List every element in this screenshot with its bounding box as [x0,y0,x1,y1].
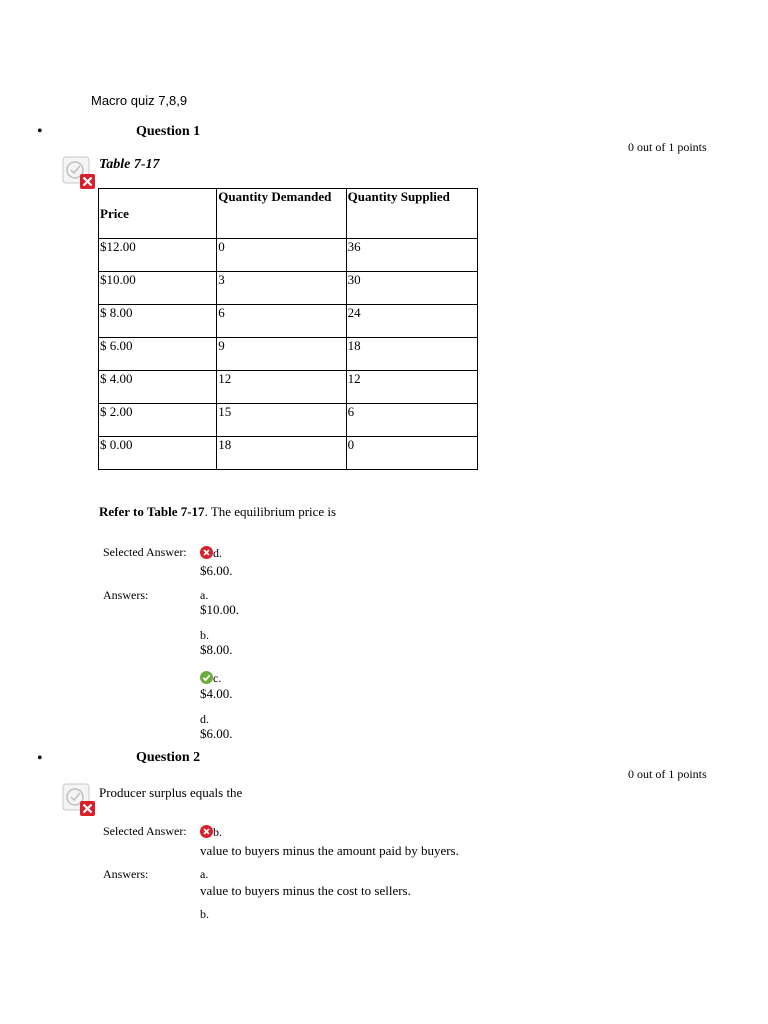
header-price: Price [99,189,217,239]
prompt-text: . The equilibrium price is [204,504,337,519]
correct-answer [200,669,221,687]
selected-answer-label: Selected Answer: [103,545,187,559]
table-row [99,404,478,437]
table-caption: Table 7-17 [99,157,160,172]
incorrect-x-icon [200,546,213,559]
table-cell: $10.00 [99,272,217,305]
table-cell: $12.00 [99,239,217,272]
incorrect-x-icon [200,825,213,838]
table-cell: $ 2.00 [99,404,217,437]
table-row [99,305,478,338]
table-row [99,437,478,470]
bullet: • [37,750,43,767]
answer-letter: d. [200,712,209,726]
correct-check-icon [200,671,213,684]
answer-letter: c. [213,671,222,685]
table-header-row [99,189,478,239]
table-row [99,272,478,305]
table-cell: $ 4.00 [99,371,217,404]
selected-answer [200,823,222,841]
table-cell: 0 [346,437,477,470]
answer-text: $8.00. [200,642,233,657]
table-row [99,239,478,272]
prompt-reference: Refer to Table 7-17 [99,504,205,519]
table-cell: 18 [346,338,477,371]
quiz-title: Macro quiz 7,8,9 [91,93,188,108]
question-2-title: Question 2 [136,750,201,765]
table-cell: $ 8.00 [99,305,217,338]
question-1-points: 0 out of 1 points [628,140,707,154]
answer-letter: b. [200,907,209,921]
table-cell: 12 [217,371,346,404]
question-2-prompt: Producer surplus equals the [99,785,243,800]
answer-text: $4.00. [200,686,233,701]
table-cell: 12 [346,371,477,404]
table-row [99,338,478,371]
table-cell: 6 [217,305,346,338]
answer-text: value to buyers minus the cost to sellers. [200,883,411,898]
table-row [99,371,478,404]
table-cell: 36 [346,239,477,272]
answer-text: $6.00. [200,726,233,741]
answer-letter: b. [200,628,209,642]
answer-letter: a. [200,867,209,881]
question-2-points: 0 out of 1 points [628,767,707,781]
selected-answer [200,544,222,562]
table-cell: 30 [346,272,477,305]
answer-letter: a. [200,588,209,602]
table-cell: 3 [217,272,346,305]
table-cell: 18 [217,437,346,470]
table-cell: 6 [346,404,477,437]
table-cell: 15 [217,404,346,437]
selected-answer-text: $6.00. [200,563,233,578]
answers-label: Answers: [103,588,149,602]
answer-text: $10.00. [200,602,239,617]
graded-incorrect-icon [62,156,96,190]
selected-answer-label: Selected Answer: [103,824,187,838]
question-1-title: Question 1 [136,124,201,139]
graded-incorrect-icon [62,783,96,817]
answers-label: Answers: [103,867,149,881]
header-quantity-supplied: Quantity Supplied [346,189,477,239]
table-cell: 24 [346,305,477,338]
selected-answer-text: value to buyers minus the amount paid by buyers. [200,843,459,858]
header-quantity-demanded: Quantity Demanded [217,189,346,239]
bullet: • [37,123,43,140]
table-cell: 9 [217,338,346,371]
table-cell: $ 0.00 [99,437,217,470]
table-cell: 0 [217,239,346,272]
selected-letter: b. [213,825,222,839]
question-1-prompt [99,504,336,520]
selected-letter: d. [213,546,222,560]
supply-demand-table [98,188,478,470]
table-cell: $ 6.00 [99,338,217,371]
